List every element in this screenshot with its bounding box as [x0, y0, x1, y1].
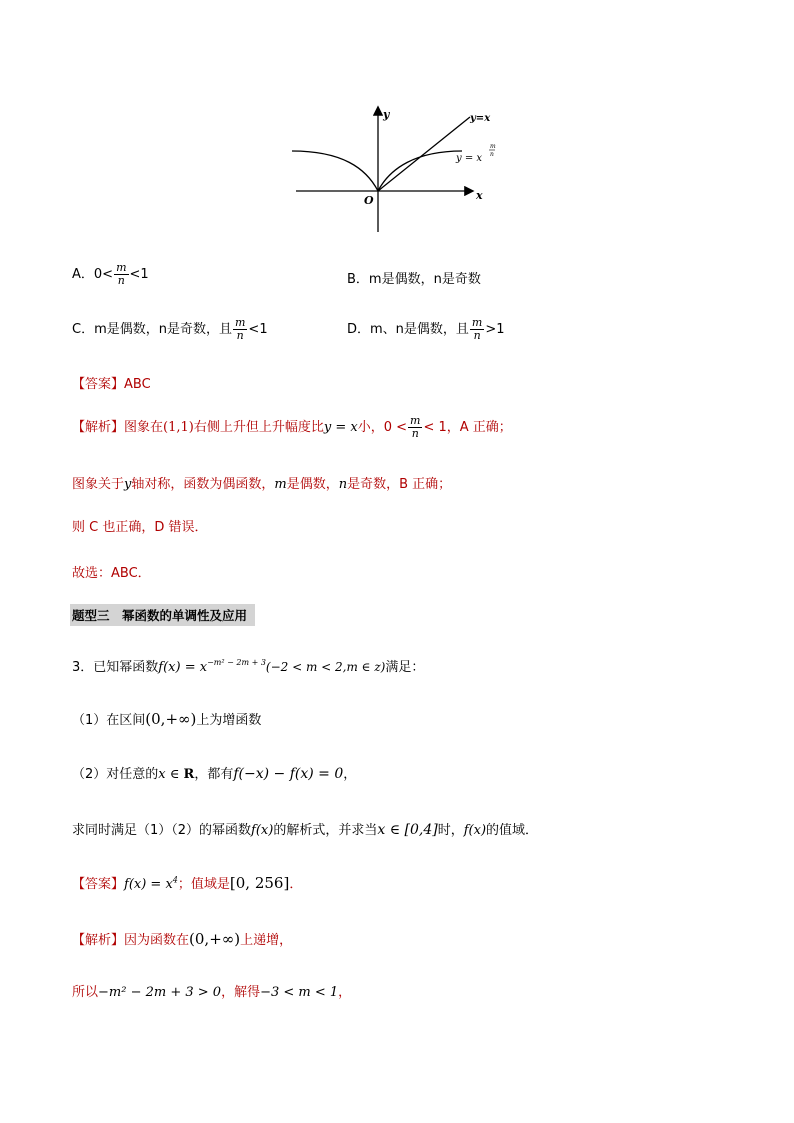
option-b: B．m是偶数，n是奇数	[347, 272, 481, 287]
problem-3-question: 求同时满足（1）（2）的幂函数f(x)的解析式，并求当x ∈ [0,4]时，f(x)的值域．	[72, 822, 539, 838]
analysis-3-line-1: 【解析】因为函数在(0,+∞)上递增，	[72, 930, 293, 948]
y-axis-label: y	[383, 108, 390, 121]
problem-3-intro: 3．已知幂函数$f(x) = x^{-m^2 - 2m + 3}(-2 < m < 2,m$ ∈ z)满足：	[72, 658, 425, 675]
problem-3-condition-2: （2）对任意的x ∈ R，都有f(−x) − f(x) = 0，	[72, 766, 357, 782]
problem-3-condition-1: （1）在区间(0,+∞)上为增函数	[72, 710, 262, 728]
curve-label-den: n	[490, 151, 494, 158]
line-label: y=x	[470, 113, 491, 124]
curve-label-num: m	[490, 143, 496, 150]
option-a: A．0< $\frac{m}{n}$ <1	[72, 261, 149, 287]
answer-1: 【答案】ABC	[72, 377, 151, 392]
origin-label: O	[364, 194, 374, 207]
analysis-3-line-2: 所以−m² − 2m + 3 > 0，解得−3 < m < 1，	[72, 985, 352, 1000]
answer-3: 【答案】$f(x) = x^4$；值域是[0, 256]．	[72, 874, 303, 892]
analysis-1-line-2: 图象关于y轴对称，函数为偶函数，m是偶数，n是奇数，B 正确；	[72, 477, 452, 492]
analysis-1-line-1: 【解析】图象在(1,1)右侧上升但上升幅度比y = x小，0 < $\frac{m}{n}$ < 1，A 正确；	[72, 414, 512, 440]
analysis-1-line-4: 故选：ABC．	[72, 566, 151, 581]
analysis-1-line-3: 则 C 也正确，D 错误．	[72, 520, 208, 535]
x-axis-label: x	[476, 189, 483, 202]
option-c: C．m是偶数，n是奇数，且 $\frac{m}{n}$ <1	[72, 316, 268, 342]
curve-label: y = x	[456, 153, 483, 164]
section-heading: 题型三 幂函数的单调性及应用	[70, 604, 255, 626]
function-graph	[280, 100, 510, 240]
power-curve	[292, 151, 462, 191]
option-d: D．m、n是偶数，且 $\frac{m}{n}$ >1	[347, 316, 505, 342]
